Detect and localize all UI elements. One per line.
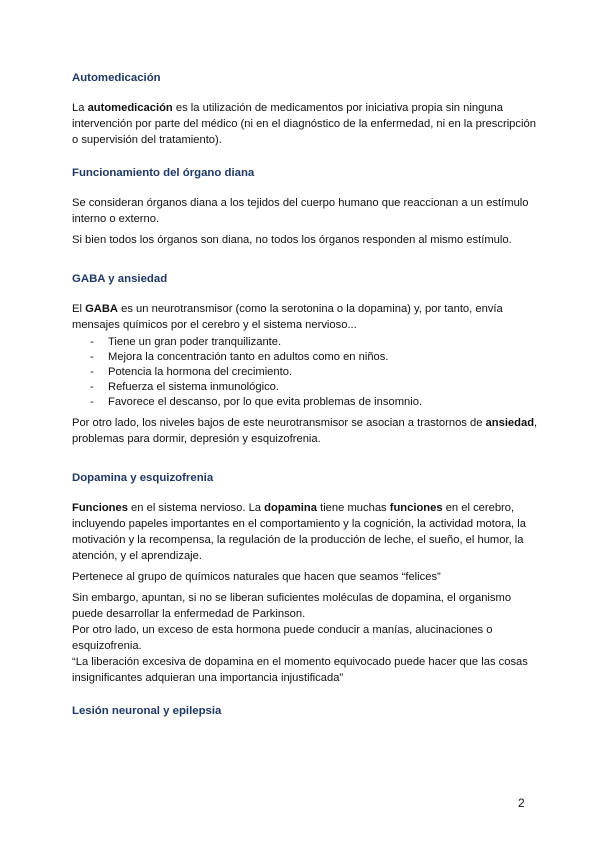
text-run: es un neurotransmisor (como la serotonina o la dopamina) y, por tanto, envía mensajes químicos por el cerebro y el sistema nervioso... — [72, 303, 503, 331]
list-item-text: Mejora la concentración tanto en adultos como en niños. — [108, 351, 389, 363]
paragraph-gaba-intro — [72, 301, 542, 333]
text-run: El — [72, 303, 86, 315]
bullet-dash: - — [90, 366, 94, 378]
paragraph-organo-diana-1: Se consideran órganos diana a los tejidos del cuerpo humano que reaccionan a un estímulo interno o externo. — [72, 197, 529, 225]
list-item-text: Potencia la hormona del crecimiento. — [108, 366, 293, 378]
list-item — [72, 380, 542, 395]
paragraph-automedicacion — [72, 100, 542, 148]
text-run: en el sistema nervioso. La — [127, 502, 265, 514]
paragraph-gaba-ansiedad — [72, 415, 542, 447]
heading-automedicacion: Automedicación — [72, 72, 161, 84]
bullet-dash: - — [90, 336, 94, 348]
text-run: en el cerebro, incluyendo papeles importantes en el comportamiento y la cognición, la actividad motora, la motivación y la recompensa, la regulación de la producción de leche, el sueño, el humor, la atención, y el aprendizaje. — [72, 502, 526, 562]
paragraph-dopamina-felices: Pertenece al grupo de químicos naturales que hacen que seamos “felices” — [72, 571, 441, 583]
text-run: Por otro lado, los niveles bajos de este neurotransmisor se asocian a trastornos de — [72, 417, 486, 429]
paragraph-dopamina-funciones — [72, 500, 542, 564]
paragraph-dopamina-parkinson: Sin embargo, apuntan, si no se liberan suficientes moléculas de dopamina, el organismo puede desarrollar la enfermedad de Parkinson. — [72, 592, 512, 620]
bold-term: funciones — [389, 502, 443, 514]
text-run: tiene muchas — [316, 502, 390, 514]
gaba-benefits-list — [72, 335, 542, 410]
heading-dopamina: Dopamina y esquizofrenia — [72, 472, 214, 484]
text-run: es la utilización de medicamentos por iniciativa propia sin ninguna intervención por parte del médico (ni en el diagnóstico de la enfermedad, ni en la prescripción o supervisión del tratamiento). — [72, 102, 536, 146]
page-number: 2 — [518, 796, 525, 810]
bullet-dash: - — [90, 381, 94, 393]
list-item-text: Refuerza el sistema inmunológico. — [108, 381, 280, 393]
list-item — [72, 350, 542, 365]
heading-epilepsia: Lesión neuronal y epilepsia — [72, 705, 222, 717]
bold-term: dopamina — [264, 502, 317, 514]
bold-term: GABA — [85, 303, 119, 315]
heading-gaba: GABA y ansiedad — [72, 273, 168, 285]
bullet-dash: - — [90, 351, 94, 363]
bold-term: ansiedad — [485, 417, 535, 429]
list-item — [72, 335, 542, 350]
bold-term: automedicación — [87, 102, 173, 114]
list-item-text: Tiene un gran poder tranquilizante. — [108, 336, 282, 348]
bold-term: Funciones — [72, 502, 128, 514]
paragraph-dopamina-exceso: Por otro lado, un exceso de esta hormona puede conducir a manías, alucinaciones o esquizofrenia. — [72, 624, 493, 652]
heading-organo-diana: Funcionamiento del órgano diana — [72, 167, 255, 179]
list-item-text: Favorece el descanso, por lo que evita problemas de insomnio. — [108, 396, 423, 408]
list-item — [72, 365, 542, 380]
list-item — [72, 395, 542, 410]
paragraph-dopamina-cita: “La liberación excesiva de dopamina en el momento equivocado puede hacer que las cosas insignificantes adquieran una importancia injustificada” — [72, 656, 528, 684]
paragraph-organo-diana-2: Si bien todos los órganos son diana, no todos los órganos responden al mismo estímulo. — [72, 234, 512, 246]
bullet-dash: - — [90, 396, 94, 408]
page-content — [72, 70, 542, 719]
text-run: , problemas para dormir, depresión y esquizofrenia. — [72, 417, 538, 445]
text-run: La — [72, 102, 88, 114]
